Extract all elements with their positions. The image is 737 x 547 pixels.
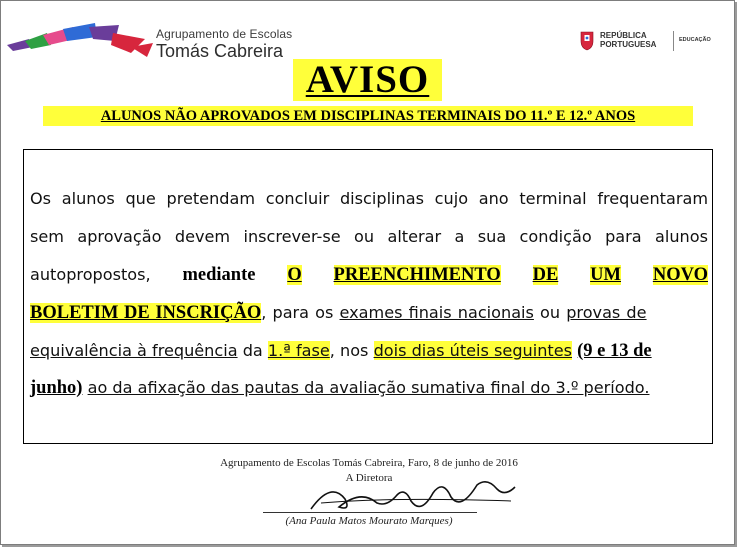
body-line-3	[30, 265, 708, 285]
republic-line2: PORTUGUESA	[600, 40, 657, 49]
highlight-text: O	[287, 265, 302, 285]
place-date: Agrupamento de Escolas Tomás Cabreira, Faro, 8 de junho de 2016	[220, 457, 518, 469]
director-role: A Diretora	[345, 472, 393, 484]
school-logo	[3, 19, 293, 67]
underlined-text: ao da afixação das pautas da avaliação sumativa final do 3.º período.	[87, 378, 650, 397]
underlined-text: exames finais nacionais	[339, 303, 534, 322]
republic-line1: REPÚBLICA	[600, 31, 647, 40]
body-emphasis: mediante	[182, 265, 256, 285]
body-line-1: Os alunos que pretendam concluir disciplinas cujo ano terminal frequentaram	[30, 189, 708, 208]
highlight-text: 1.ª fase	[267, 341, 330, 360]
signature	[301, 477, 521, 517]
signature-line	[263, 512, 477, 513]
body-line-4	[30, 303, 708, 323]
republic-name	[600, 31, 656, 49]
government-logo	[579, 29, 709, 55]
body-text: autopropostos,	[30, 265, 151, 284]
underlined-text: provas de	[566, 303, 647, 322]
underlined-text: equivalência à frequência	[30, 341, 238, 360]
school-name-line2: Tomás Cabreira	[156, 41, 284, 61]
body-text: da	[242, 341, 263, 360]
school-name-line1: Agrupamento de Escolas	[156, 27, 293, 41]
body-text: ou	[540, 303, 561, 322]
ministry-label: EDUCAÇÃO	[679, 37, 711, 43]
highlight-text: NOVO	[652, 265, 708, 285]
body-text: , nos	[329, 341, 369, 360]
highlight-text: DE	[532, 265, 559, 285]
highlight-text: PREENCHIMENTO	[333, 265, 501, 285]
highlight-text: BOLETIM DE INSCRIÇÃO	[30, 303, 262, 323]
coat-of-arms-icon	[579, 29, 595, 51]
notice-title	[293, 59, 442, 101]
notice-subtitle: ALUNOS NÃO APROVADOS EM DISCIPLINAS TERMINAIS DO 11.º E 12.º ANOS	[43, 106, 693, 126]
date-text: junho)	[30, 378, 83, 398]
logo-divider	[673, 31, 674, 51]
notice-title-text: AVISO	[305, 58, 430, 101]
body-line-2: sem aprovação devem inscrever-se ou alterar a sua condição para alunos	[30, 227, 708, 246]
body-text: , para os	[261, 303, 334, 322]
school-logo-icon	[3, 21, 153, 65]
highlight-text: dois dias úteis seguintes	[373, 341, 572, 360]
director-name: (Ana Paula Matos Mourato Marques)	[285, 515, 453, 527]
body-line-6	[30, 378, 708, 398]
date-text: (9 e 13 de	[577, 341, 652, 361]
body-line-5	[30, 341, 708, 361]
highlight-text: UM	[590, 265, 621, 285]
